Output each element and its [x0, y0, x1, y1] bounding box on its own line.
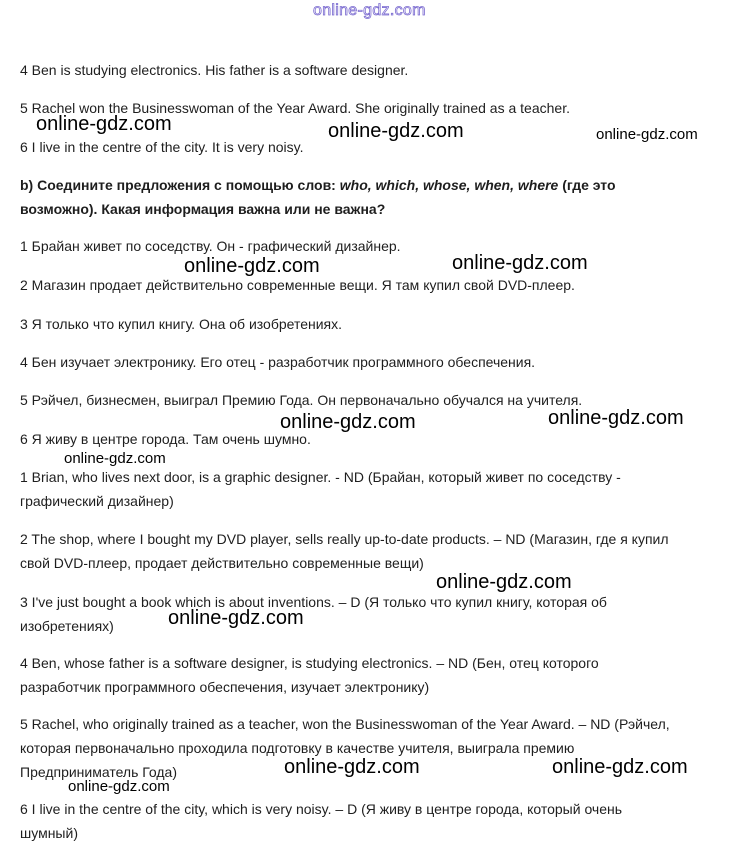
english-sentence-5: 5 Rachel won the Businesswoman of the Year Award. She originally trained as a teacher. [20, 100, 570, 116]
watermark: online-gdz.com [168, 607, 304, 629]
answer-4-line1: 4 Ben, whose father is a software designer, is studying electronics. – ND (Бен, отец которого [20, 655, 599, 671]
answer-5-line3: Предприниматель Года) [20, 764, 178, 780]
task-b-suffix: (где это [558, 177, 616, 193]
watermark: online-gdz.com [596, 126, 698, 143]
answer-4-line2: разработчик программного обеспечения, изучает электронику) [20, 679, 430, 695]
translation-2: 2 Магазин продает действительно современные вещи. Я там купил свой DVD-плеер. [20, 277, 575, 293]
answer-6-line1: 6 I live in the centre of the city, which is very noisy. – D (Я живу в центре города, который очень [20, 801, 623, 817]
watermark: online-gdz.com [184, 255, 320, 277]
translation-4: 4 Бен изучает электронику. Его отец - разработчик программного обеспечения. [20, 354, 536, 370]
answer-6-line2: шумный) [20, 825, 78, 841]
task-b-prefix: b) Соедините предложения с помощью слов: [20, 177, 340, 193]
answer-1-line2: графический дизайнер) [20, 493, 174, 509]
answer-5-line1: 5 Rachel, who originally trained as a teacher, won the Businesswoman of the Year Award. – ND (Рэйчел, [20, 716, 670, 732]
task-b-heading-line2: возможно). Какая информация важна или не важна? [20, 201, 386, 217]
watermark: online-gdz.com [552, 756, 688, 778]
translation-5: 5 Рэйчел, бизнесмен, выиграл Премию Года. Он первоначально обучался на учителя. [20, 392, 583, 408]
watermark: online-gdz.com [68, 778, 170, 795]
english-sentence-4: 4 Ben is studying electronics. His father is a software designer. [20, 62, 409, 78]
english-sentence-6: 6 I live in the centre of the city. It is very noisy. [20, 139, 304, 155]
answer-1-line1: 1 Brian, who lives next door, is a graphic designer. - ND (Брайан, который живет по соседству - [20, 469, 621, 485]
watermark: online-gdz.com [64, 450, 166, 467]
task-b-heading [20, 177, 616, 194]
watermark: online-gdz.com [436, 571, 572, 593]
translation-3: 3 Я только что купил книгу. Она об изобретениях. [20, 316, 343, 332]
answer-3-line1: 3 I've just bought a book which is about inventions. – D (Я только что купил книгу, которая об [20, 594, 607, 610]
watermark: online-gdz.com [36, 113, 172, 135]
answer-2-line1: 2 The shop, where I bought my DVD player, sells really up-to-date products. – ND (Магазин, где я купил [20, 531, 669, 547]
task-b-words: who, which, whose, when, where [339, 177, 559, 193]
translation-6: 6 Я живу в центре города. Там очень шумно. [20, 431, 311, 447]
translation-1: 1 Брайан живет по соседству. Он - графический дизайнер. [20, 238, 401, 254]
answer-3-line2: изобретениях) [20, 618, 114, 634]
watermark: online-gdz.com [452, 252, 588, 274]
answer-2-line2: свой DVD-плеер, продает действительно современные вещи) [20, 555, 424, 571]
watermark: online-gdz.com [328, 120, 464, 142]
watermark: online-gdz.com [280, 411, 416, 433]
answer-5-line2: которая первоначально проходила подготовку в качестве учителя, выиграла премию [20, 740, 575, 756]
watermark: online-gdz.com [284, 756, 420, 778]
watermark: online-gdz.com [548, 407, 684, 429]
watermark-top: online-gdz.com [313, 2, 426, 19]
